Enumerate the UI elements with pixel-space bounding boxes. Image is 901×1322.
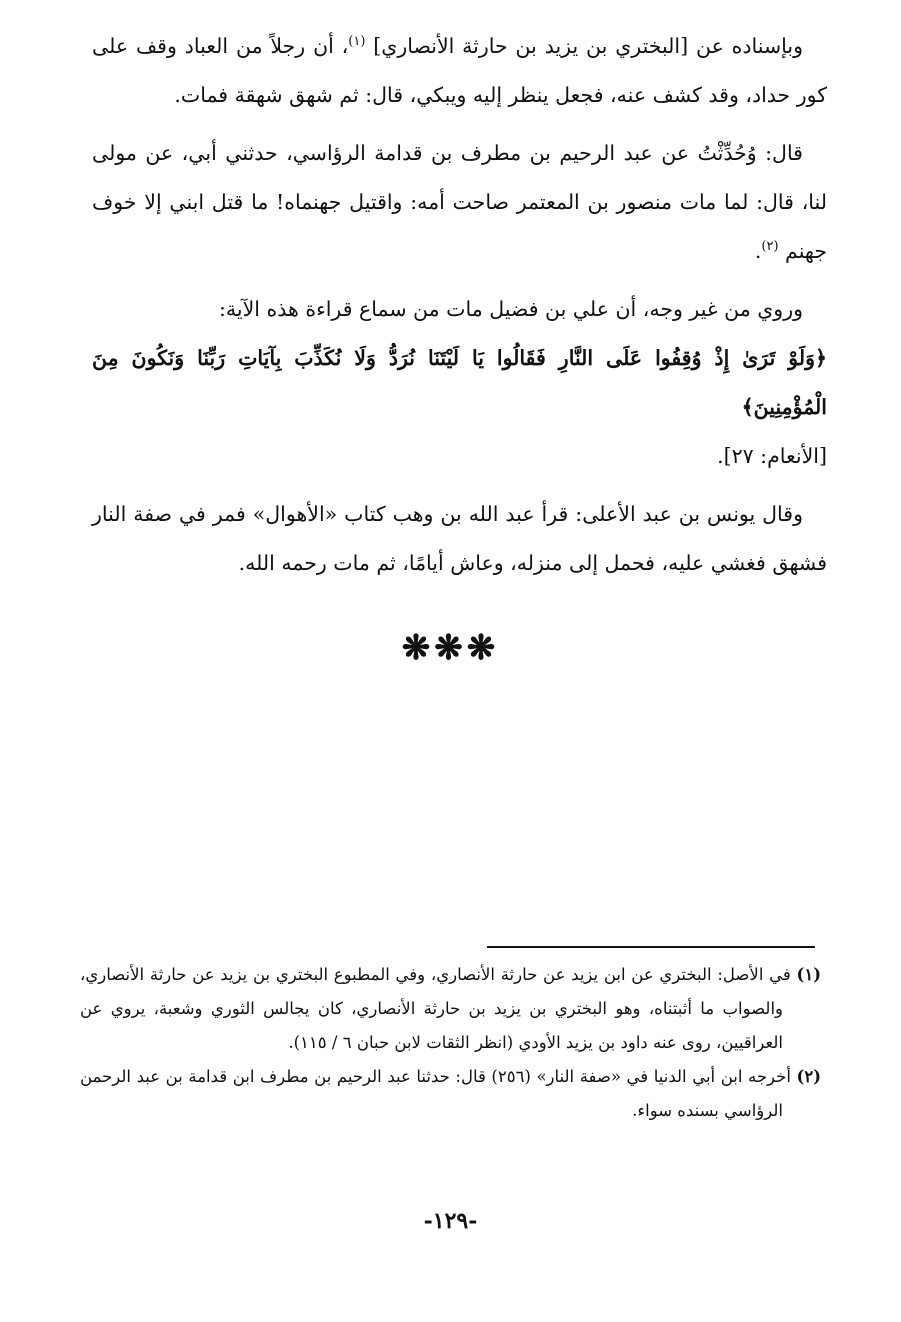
footnote-2-text: أخرجه ابن أبي الدنيا في «صفة النار» (٢٥٦) قال: حدثنا عبد الرحيم بن مطرف ابن قدامة بن عبد الرحمن الرؤاسي بسنده سواء.	[80, 1067, 791, 1120]
paragraph-3	[92, 285, 827, 481]
paragraph-4	[92, 490, 827, 588]
footnote-1-text: في الأصل: البختري عن ابن يزيد عن حارثة الأنصاري، وفي المطبوع البختري بن يزيد عن حارثة الأنصاري، والصواب ما أثبتناه، وهو البختري بن يزيد بن حارثة الأنصاري، كان يجالس الثوري وشعبة، يروي عن العراقيين، روى عنه داود بن يزيد الأودي (انظر الثقات لابن حبان ٦ / ١١٥).	[80, 965, 791, 1052]
footnote-2	[80, 1060, 821, 1128]
verse-reference: [الأنعام: ٢٧].	[717, 444, 827, 468]
paragraph-2-text-start: قال: وُحُدِّثْتُ عن عبد الرحيم بن مطرف بن قدامة الرؤاسي، حدثني أبي، عن مولى لنا، قال: لما مات منصور بن المعتمر صاحت أمه: واقتيل جهنماه! ما قتل ابني إلا خوف جهنم	[92, 141, 827, 263]
main-text	[92, 22, 827, 597]
paragraph-1-text-end: ، أن رجلاً من العباد وقف على كور حداد، وقد كشف عنه، فجعل ينظر إليه ويبكي، قال: ثم شهق شهقة فمات.	[92, 34, 827, 107]
paragraph-4-text: وقال يونس بن عبد الأعلى: قرأ عبد الله بن وهب كتاب «الأهوال» فمر في صفة النار فشهق فغشي عليه، فحمل إلى منزله، وعاش أيامًا، ثم مات رحمه الله.	[92, 502, 827, 575]
section-separator: ❋❋❋	[401, 628, 500, 668]
footnote-ref-2: (٢)	[761, 239, 779, 255]
footnotes	[80, 958, 821, 1128]
footnote-divider	[487, 946, 815, 948]
paragraph-2-text-end: .	[754, 239, 762, 263]
footnote-1	[80, 958, 821, 1060]
footnote-ref-1: (١)	[348, 34, 366, 50]
paragraph-2	[92, 129, 827, 276]
paragraph-3-text: وروي من غير وجه، أن علي بن فضيل مات من سماع قراءة هذه الآية:	[219, 297, 803, 321]
footnote-2-number: (٢)	[796, 1067, 822, 1086]
footnote-1-number: (١)	[796, 965, 821, 984]
paragraph-1-text-start: وبإسناده عن [البختري بن يزيد بن حارثة الأنصاري]	[365, 34, 803, 58]
paragraph-1	[92, 22, 827, 120]
quran-verse: ﴿وَلَوْ تَرَىٰ إِذْ وُقِفُوا عَلَى النَّارِ فَقَالُوا يَا لَيْتَنَا نُرَدُّ وَلَا نُكَذِّبَ بِآيَاتِ رَبِّنَا وَنَكُونَ مِنَ الْمُؤْمِنِينَ﴾	[92, 346, 827, 419]
page-number: -١٢٩-	[423, 1208, 478, 1234]
